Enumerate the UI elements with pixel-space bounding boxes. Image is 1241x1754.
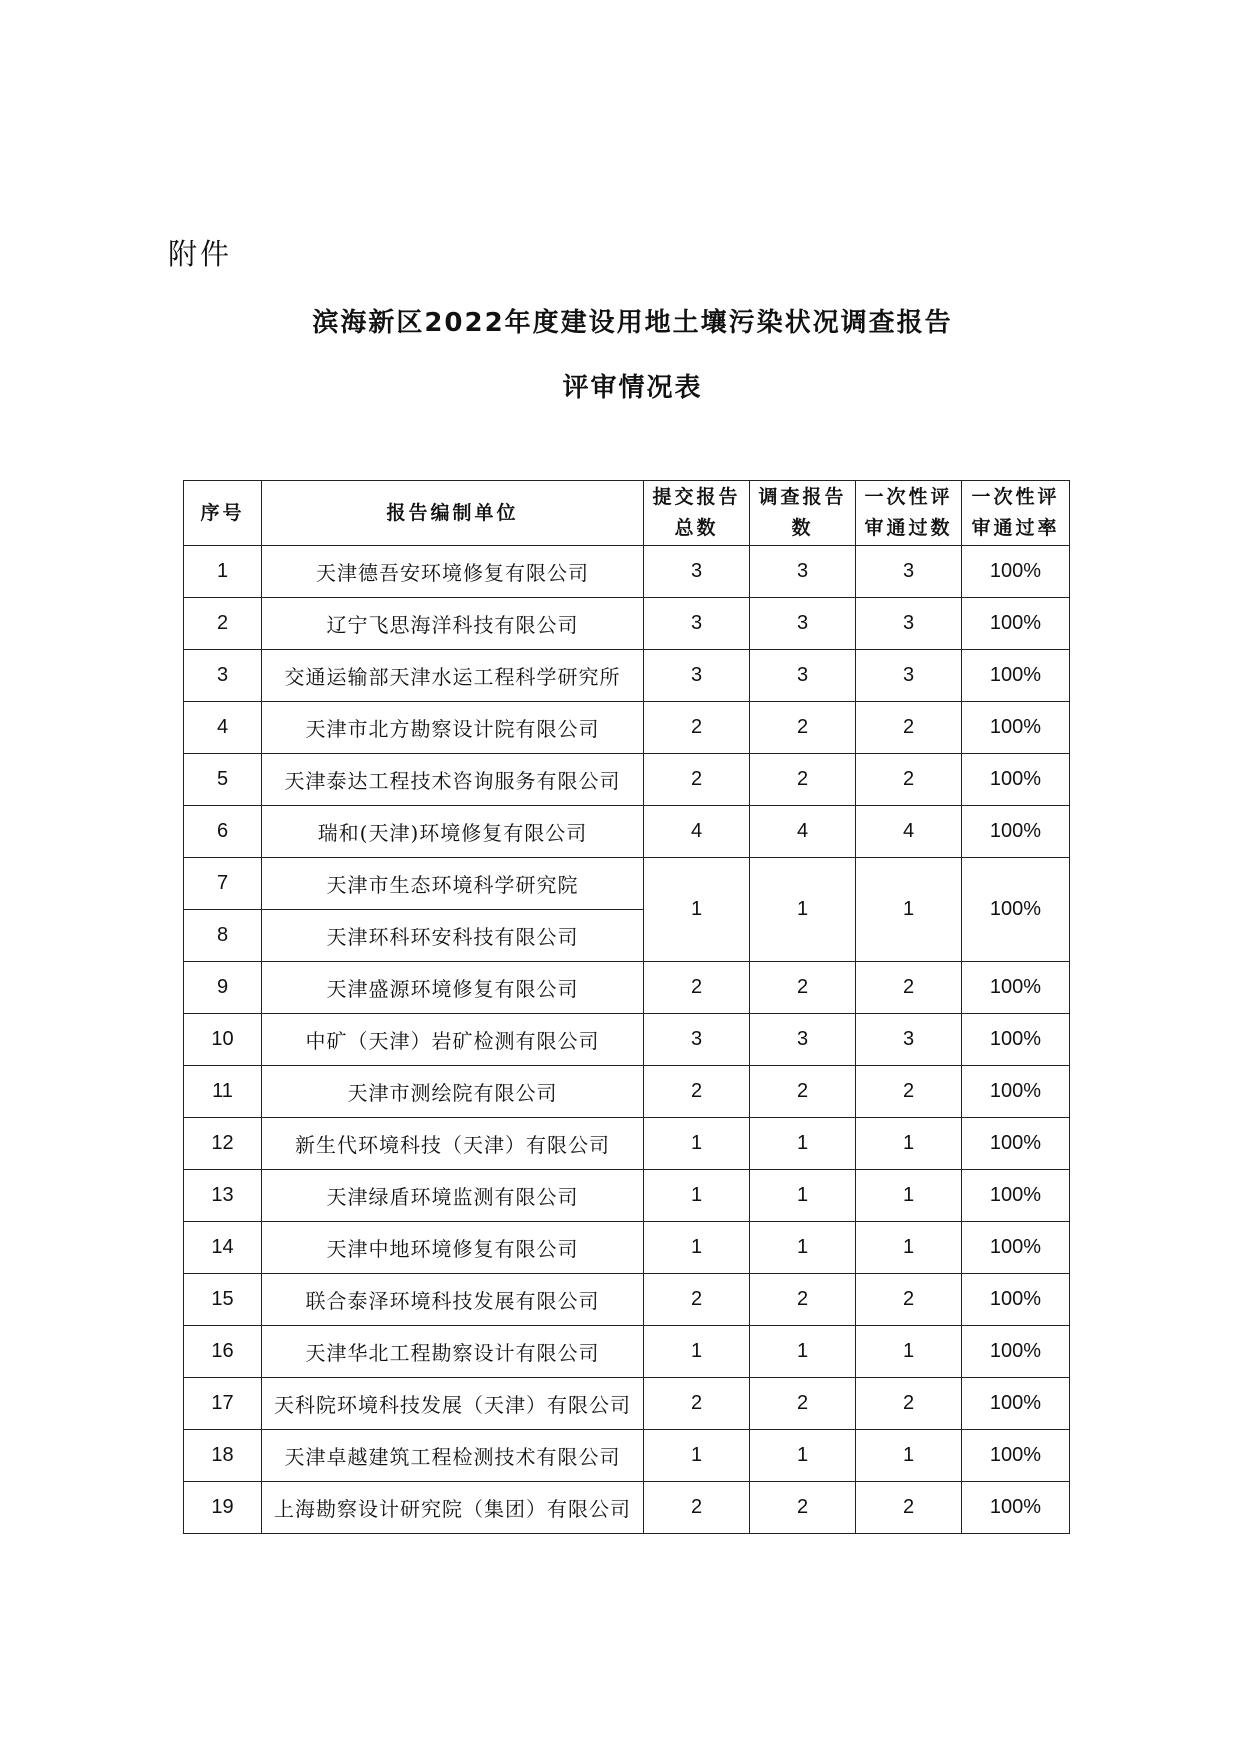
row-unit: 天科院环境科技发展（天津）有限公司 <box>262 1378 644 1430</box>
row-number: 1 <box>184 546 262 598</box>
row-unit: 天津绿盾环境监测有限公司 <box>262 1170 644 1222</box>
row-submitted: 2 <box>644 1274 750 1326</box>
row-passed: 2 <box>856 702 962 754</box>
row-submitted: 2 <box>644 962 750 1014</box>
row-number: 8 <box>184 910 262 962</box>
row-passed: 3 <box>856 546 962 598</box>
table-row <box>184 962 1070 1014</box>
row-number: 9 <box>184 962 262 1014</box>
table-row <box>184 546 1070 598</box>
row-rate: 100% <box>962 702 1070 754</box>
row-reports: 4 <box>750 806 856 858</box>
table-row <box>184 806 1070 858</box>
row-submitted: 1 <box>644 858 750 962</box>
row-number: 10 <box>184 1014 262 1066</box>
row-rate: 100% <box>962 962 1070 1014</box>
row-passed: 1 <box>856 1326 962 1378</box>
row-number: 18 <box>184 1430 262 1482</box>
table-row <box>184 598 1070 650</box>
row-rate: 100% <box>962 1378 1070 1430</box>
header-no: 序号 <box>184 481 262 546</box>
table-row <box>184 1378 1070 1430</box>
row-passed: 1 <box>856 1430 962 1482</box>
row-reports: 2 <box>750 1274 856 1326</box>
row-passed: 2 <box>856 1482 962 1534</box>
row-unit: 联合泰泽环境科技发展有限公司 <box>262 1274 644 1326</box>
row-reports: 2 <box>750 1066 856 1118</box>
row-rate: 100% <box>962 1482 1070 1534</box>
table-row <box>184 1014 1070 1066</box>
row-passed: 1 <box>856 858 962 962</box>
row-reports: 3 <box>750 546 856 598</box>
row-rate: 100% <box>962 598 1070 650</box>
row-reports: 1 <box>750 858 856 962</box>
row-passed: 1 <box>856 1222 962 1274</box>
header-submitted: 提交报告总数 <box>644 481 750 546</box>
row-reports: 1 <box>750 1222 856 1274</box>
table-row <box>184 754 1070 806</box>
row-unit: 辽宁飞思海洋科技有限公司 <box>262 598 644 650</box>
row-unit: 天津市北方勘察设计院有限公司 <box>262 702 644 754</box>
table-row <box>184 1170 1070 1222</box>
row-rate: 100% <box>962 754 1070 806</box>
row-rate: 100% <box>962 1066 1070 1118</box>
row-passed: 3 <box>856 650 962 702</box>
row-number: 15 <box>184 1274 262 1326</box>
row-number: 13 <box>184 1170 262 1222</box>
row-passed: 2 <box>856 754 962 806</box>
row-passed: 3 <box>856 1014 962 1066</box>
row-unit: 天津华北工程勘察设计有限公司 <box>262 1326 644 1378</box>
table-row <box>184 702 1070 754</box>
row-rate: 100% <box>962 1430 1070 1482</box>
row-submitted: 3 <box>644 1014 750 1066</box>
header-reports: 调查报告数 <box>750 481 856 546</box>
row-reports: 2 <box>750 702 856 754</box>
row-number: 19 <box>184 1482 262 1534</box>
row-reports: 2 <box>750 1482 856 1534</box>
row-passed: 1 <box>856 1170 962 1222</box>
attachment-label: 附件 <box>168 237 233 271</box>
row-unit: 天津市测绘院有限公司 <box>262 1066 644 1118</box>
row-submitted: 2 <box>644 754 750 806</box>
row-rate: 100% <box>962 858 1070 962</box>
row-reports: 1 <box>750 1430 856 1482</box>
header-unit: 报告编制单位 <box>262 481 644 546</box>
table-body <box>184 546 1070 1534</box>
row-submitted: 3 <box>644 598 750 650</box>
document-subtitle: 评审情况表 <box>562 373 703 403</box>
row-rate: 100% <box>962 1170 1070 1222</box>
row-unit: 天津盛源环境修复有限公司 <box>262 962 644 1014</box>
row-number: 4 <box>184 702 262 754</box>
row-submitted: 1 <box>644 1118 750 1170</box>
row-number: 7 <box>184 858 262 910</box>
table-row <box>184 1274 1070 1326</box>
row-passed: 2 <box>856 1066 962 1118</box>
row-unit: 中矿（天津）岩矿检测有限公司 <box>262 1014 644 1066</box>
row-passed: 3 <box>856 598 962 650</box>
row-unit: 天津环科环安科技有限公司 <box>262 910 644 962</box>
row-rate: 100% <box>962 1118 1070 1170</box>
row-submitted: 2 <box>644 1482 750 1534</box>
table-row <box>184 1326 1070 1378</box>
row-unit: 新生代环境科技（天津）有限公司 <box>262 1118 644 1170</box>
table-row <box>184 1118 1070 1170</box>
row-unit: 天津卓越建筑工程检测技术有限公司 <box>262 1430 644 1482</box>
row-rate: 100% <box>962 1274 1070 1326</box>
row-number: 17 <box>184 1378 262 1430</box>
row-unit: 天津中地环境修复有限公司 <box>262 1222 644 1274</box>
row-passed: 1 <box>856 1118 962 1170</box>
row-number: 12 <box>184 1118 262 1170</box>
table-row <box>184 858 1070 910</box>
row-submitted: 3 <box>644 546 750 598</box>
header-rate: 一次性评审通过率 <box>962 481 1070 546</box>
document-title: 滨海新区2022年度建设用地土壤污染状况调查报告 <box>312 308 953 338</box>
row-rate: 100% <box>962 1014 1070 1066</box>
row-unit: 天津德吾安环境修复有限公司 <box>262 546 644 598</box>
row-passed: 2 <box>856 1378 962 1430</box>
row-submitted: 2 <box>644 1378 750 1430</box>
table-row <box>184 1066 1070 1118</box>
row-number: 5 <box>184 754 262 806</box>
table-row <box>184 1482 1070 1534</box>
row-number: 11 <box>184 1066 262 1118</box>
row-unit: 天津市生态环境科学研究院 <box>262 858 644 910</box>
row-number: 3 <box>184 650 262 702</box>
header-passed: 一次性评审通过数 <box>856 481 962 546</box>
review-summary-table <box>183 480 1070 1534</box>
table-header-row <box>184 481 1070 546</box>
row-number: 6 <box>184 806 262 858</box>
row-reports: 3 <box>750 598 856 650</box>
row-reports: 2 <box>750 754 856 806</box>
row-unit: 瑞和(天津)环境修复有限公司 <box>262 806 644 858</box>
row-reports: 1 <box>750 1170 856 1222</box>
table-row <box>184 650 1070 702</box>
row-submitted: 4 <box>644 806 750 858</box>
row-number: 14 <box>184 1222 262 1274</box>
row-passed: 2 <box>856 962 962 1014</box>
row-submitted: 3 <box>644 650 750 702</box>
row-passed: 4 <box>856 806 962 858</box>
row-submitted: 1 <box>644 1430 750 1482</box>
row-submitted: 2 <box>644 1066 750 1118</box>
row-rate: 100% <box>962 650 1070 702</box>
row-number: 2 <box>184 598 262 650</box>
row-reports: 1 <box>750 1118 856 1170</box>
row-submitted: 1 <box>644 1170 750 1222</box>
row-rate: 100% <box>962 546 1070 598</box>
row-rate: 100% <box>962 1222 1070 1274</box>
row-unit: 上海勘察设计研究院（集团）有限公司 <box>262 1482 644 1534</box>
row-submitted: 1 <box>644 1222 750 1274</box>
row-reports: 1 <box>750 1326 856 1378</box>
row-rate: 100% <box>962 806 1070 858</box>
row-submitted: 2 <box>644 702 750 754</box>
row-unit: 天津泰达工程技术咨询服务有限公司 <box>262 754 644 806</box>
row-reports: 2 <box>750 962 856 1014</box>
row-passed: 2 <box>856 1274 962 1326</box>
row-unit: 交通运输部天津水运工程科学研究所 <box>262 650 644 702</box>
row-number: 16 <box>184 1326 262 1378</box>
row-submitted: 1 <box>644 1326 750 1378</box>
row-reports: 3 <box>750 650 856 702</box>
row-reports: 2 <box>750 1378 856 1430</box>
row-reports: 3 <box>750 1014 856 1066</box>
row-rate: 100% <box>962 1326 1070 1378</box>
table-row <box>184 1430 1070 1482</box>
table-row <box>184 1222 1070 1274</box>
